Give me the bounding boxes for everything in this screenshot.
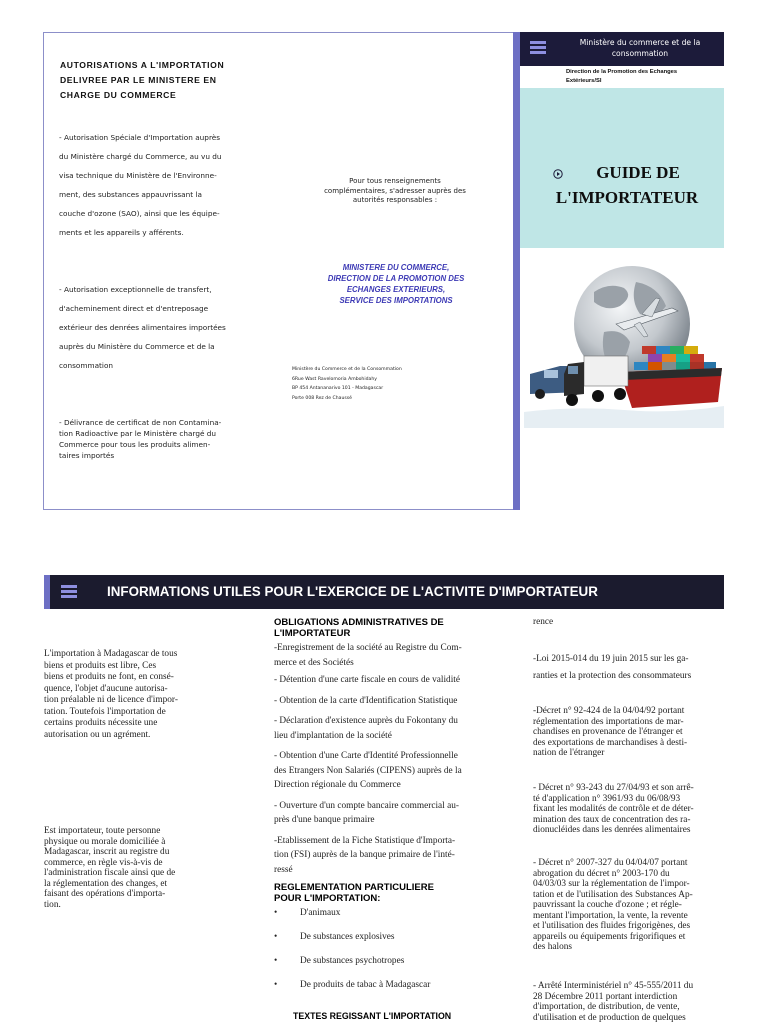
cover-illustration [524, 262, 724, 428]
obligation-item: - Obtention d'une Carte d'Identité Professionnelle des Etrangers Non Salariés (CIPENS) auprès de la Direction régionale du Commerce [274, 751, 462, 790]
list-item: • De substances explosives [274, 932, 395, 942]
panel1-para-certificat: - Délivrance de certificat de non Contamina- tion Radioactive par le Ministère chargé du Commerce pour tous les produits alimen- taires importés [59, 418, 222, 460]
info-header-accent [44, 575, 50, 609]
guide-title: GUIDE DE L'IMPORTATEUR [555, 163, 699, 207]
reglementation-heading: REGLEMENTATION PARTICULIERE POUR L'IMPORTATION: [274, 882, 434, 904]
col3-rence: rence [533, 617, 554, 627]
cover-direction: Direction de la Promotion des Echanges Extérieurs/SI [566, 69, 678, 84]
panel2-intro: Pour tous renseignements complémentaires, s'adresser auprès des autorités responsables : [324, 177, 466, 204]
cover-ministry-name: Ministère du commerce et de la consommation [579, 38, 701, 58]
col3-arrete-2011: - Arrêté Interministériel n° 45-555/2011 du 28 Décembre 2011 portant interdiction d'importation, de distribution, de vente, d'utilisation et de production de quelques [533, 981, 694, 1023]
textes-heading: TEXTES REGISSANT L'IMPORTATION [293, 1011, 452, 1021]
obligation-item: - Ouverture d'un compte bancaire commercial au- près d'une banque primaire [274, 800, 459, 825]
panel2-address: Ministère du Commerce et de la Consommation 6Rue Wast Ravelomoria Ambohidahy BP 454 Antananarivo 101 - Madagascar Porte 008 Rez de Chaussé [292, 367, 402, 401]
col3-loi-2015: -Loi 2015-014 du 19 juin 2015 sur les ga- ranties et la protection des consommateurs [533, 654, 692, 681]
obligation-item: - Détention d'une carte fiscale en cours de validité [274, 675, 460, 685]
obligation-item: -Etablissement de la Fiche Statistique d'Importa- tion (FSI) auprès de la banque primaire de l'inté- ressé [274, 835, 456, 875]
panel2-ministry: MINISTERE DU COMMERCE, DIRECTION DE LA PROMOTION DES ECHANGES EXTERIEURS, SERVICE DES IMPORTATIONS [327, 263, 465, 305]
panel1-title: AUTORISATIONS A L'IMPORTATION DELIVREE PAR LE MINISTERE EN CHARGE DU COMMERCE [60, 60, 225, 100]
obligation-item: - Obtention de la carte d'Identification Statistique [274, 695, 458, 706]
cover-header [520, 32, 724, 66]
col1-para-importateur: Est importateur, toute personne physique ou morale domiciliée à Madagascar, inscrit au registre du commerce, en règle vis-à-vis de l'administration fiscale ainsi que de la réglementation des changes, et faisant des opérations d'importa- tion. [44, 826, 176, 910]
obligations-heading: OBLIGATIONS ADMINISTRATIVES DE L'IMPORTATEUR [274, 617, 444, 639]
col3-decret-92: -Décret n° 92-424 de la 04/04/92 portant réglementation des importations de mar- chandises en provenance de l'étranger et des exportations de marchandises à desti- nation de l'étranger [533, 706, 688, 758]
obligation-item: - Déclaration d'existence auprès du Fokontany du lieu d'implantation de la société [274, 716, 458, 741]
cover-accent-bar [513, 32, 520, 510]
col1-para-import-libre: L'importation à Madagascar de tous biens et produits est libre, Ces biens et produits ne font, en consé- quence, l'objet d'aucune autorisa- tion préalable ni de licence d'impor- tation. Toutefois l'importation de certains produits nécessite une autorisation ou un agrément. [44, 649, 178, 740]
panel1-para-transfert: - Autorisation exceptionnelle de transfert, d'acheminement direct et d'entreposage extérieur des denrées alimentaires importées auprès du Ministère du Commerce et de la consommation [59, 285, 226, 370]
obligations-list [274, 641, 498, 877]
list-item: • De produits de tabac à Madagascar [274, 980, 431, 990]
menu-icon[interactable] [61, 585, 77, 598]
menu-icon[interactable] [530, 41, 546, 54]
info-header-title: INFORMATIONS UTILES POUR L'EXERCICE DE L'ACTIVITE D'IMPORTATEUR [107, 584, 598, 599]
reglementation-list [274, 908, 504, 1004]
panel1-para-sao: - Autorisation Spéciale d'Importation auprès du Ministère chargé du Commerce, au vu du visa technique du Ministère de l'Environne- ment, des substances appauvrissant la couche d'ozone (SAO), ainsi que les équipe- ments et les appareils y afférents. [59, 133, 222, 237]
obligation-item: -Enregistrement de la société au Registre du Com- merce et des Sociétés [274, 643, 462, 668]
col3-decret-2007: - Décret n° 2007-327 du 04/04/07 portant abrogation du décret n° 2003-170 du 04/03/03 sur la réglementation de l'impor- tation et de l'utilisation des Substances Ap- pauvrissant la couche d'ozone ; et régle- mentant l'importation, la vente, la revente et l'utilisation des fluides frigorigènes, des appareils ou équipements frigorifiques et des halons [533, 858, 693, 952]
list-item: • De substances psychotropes [274, 956, 405, 966]
list-item: • D'animaux [274, 908, 341, 918]
col3-decret-93: - Décret n° 93-243 du 27/04/93 et son arrê- té d'application n° 3961/93 du 06/08/93 fixant les modalités de contrôle et de déter- mination des taux de concentration des ra- dionucléides dans les denrées alimentaires [533, 783, 694, 835]
